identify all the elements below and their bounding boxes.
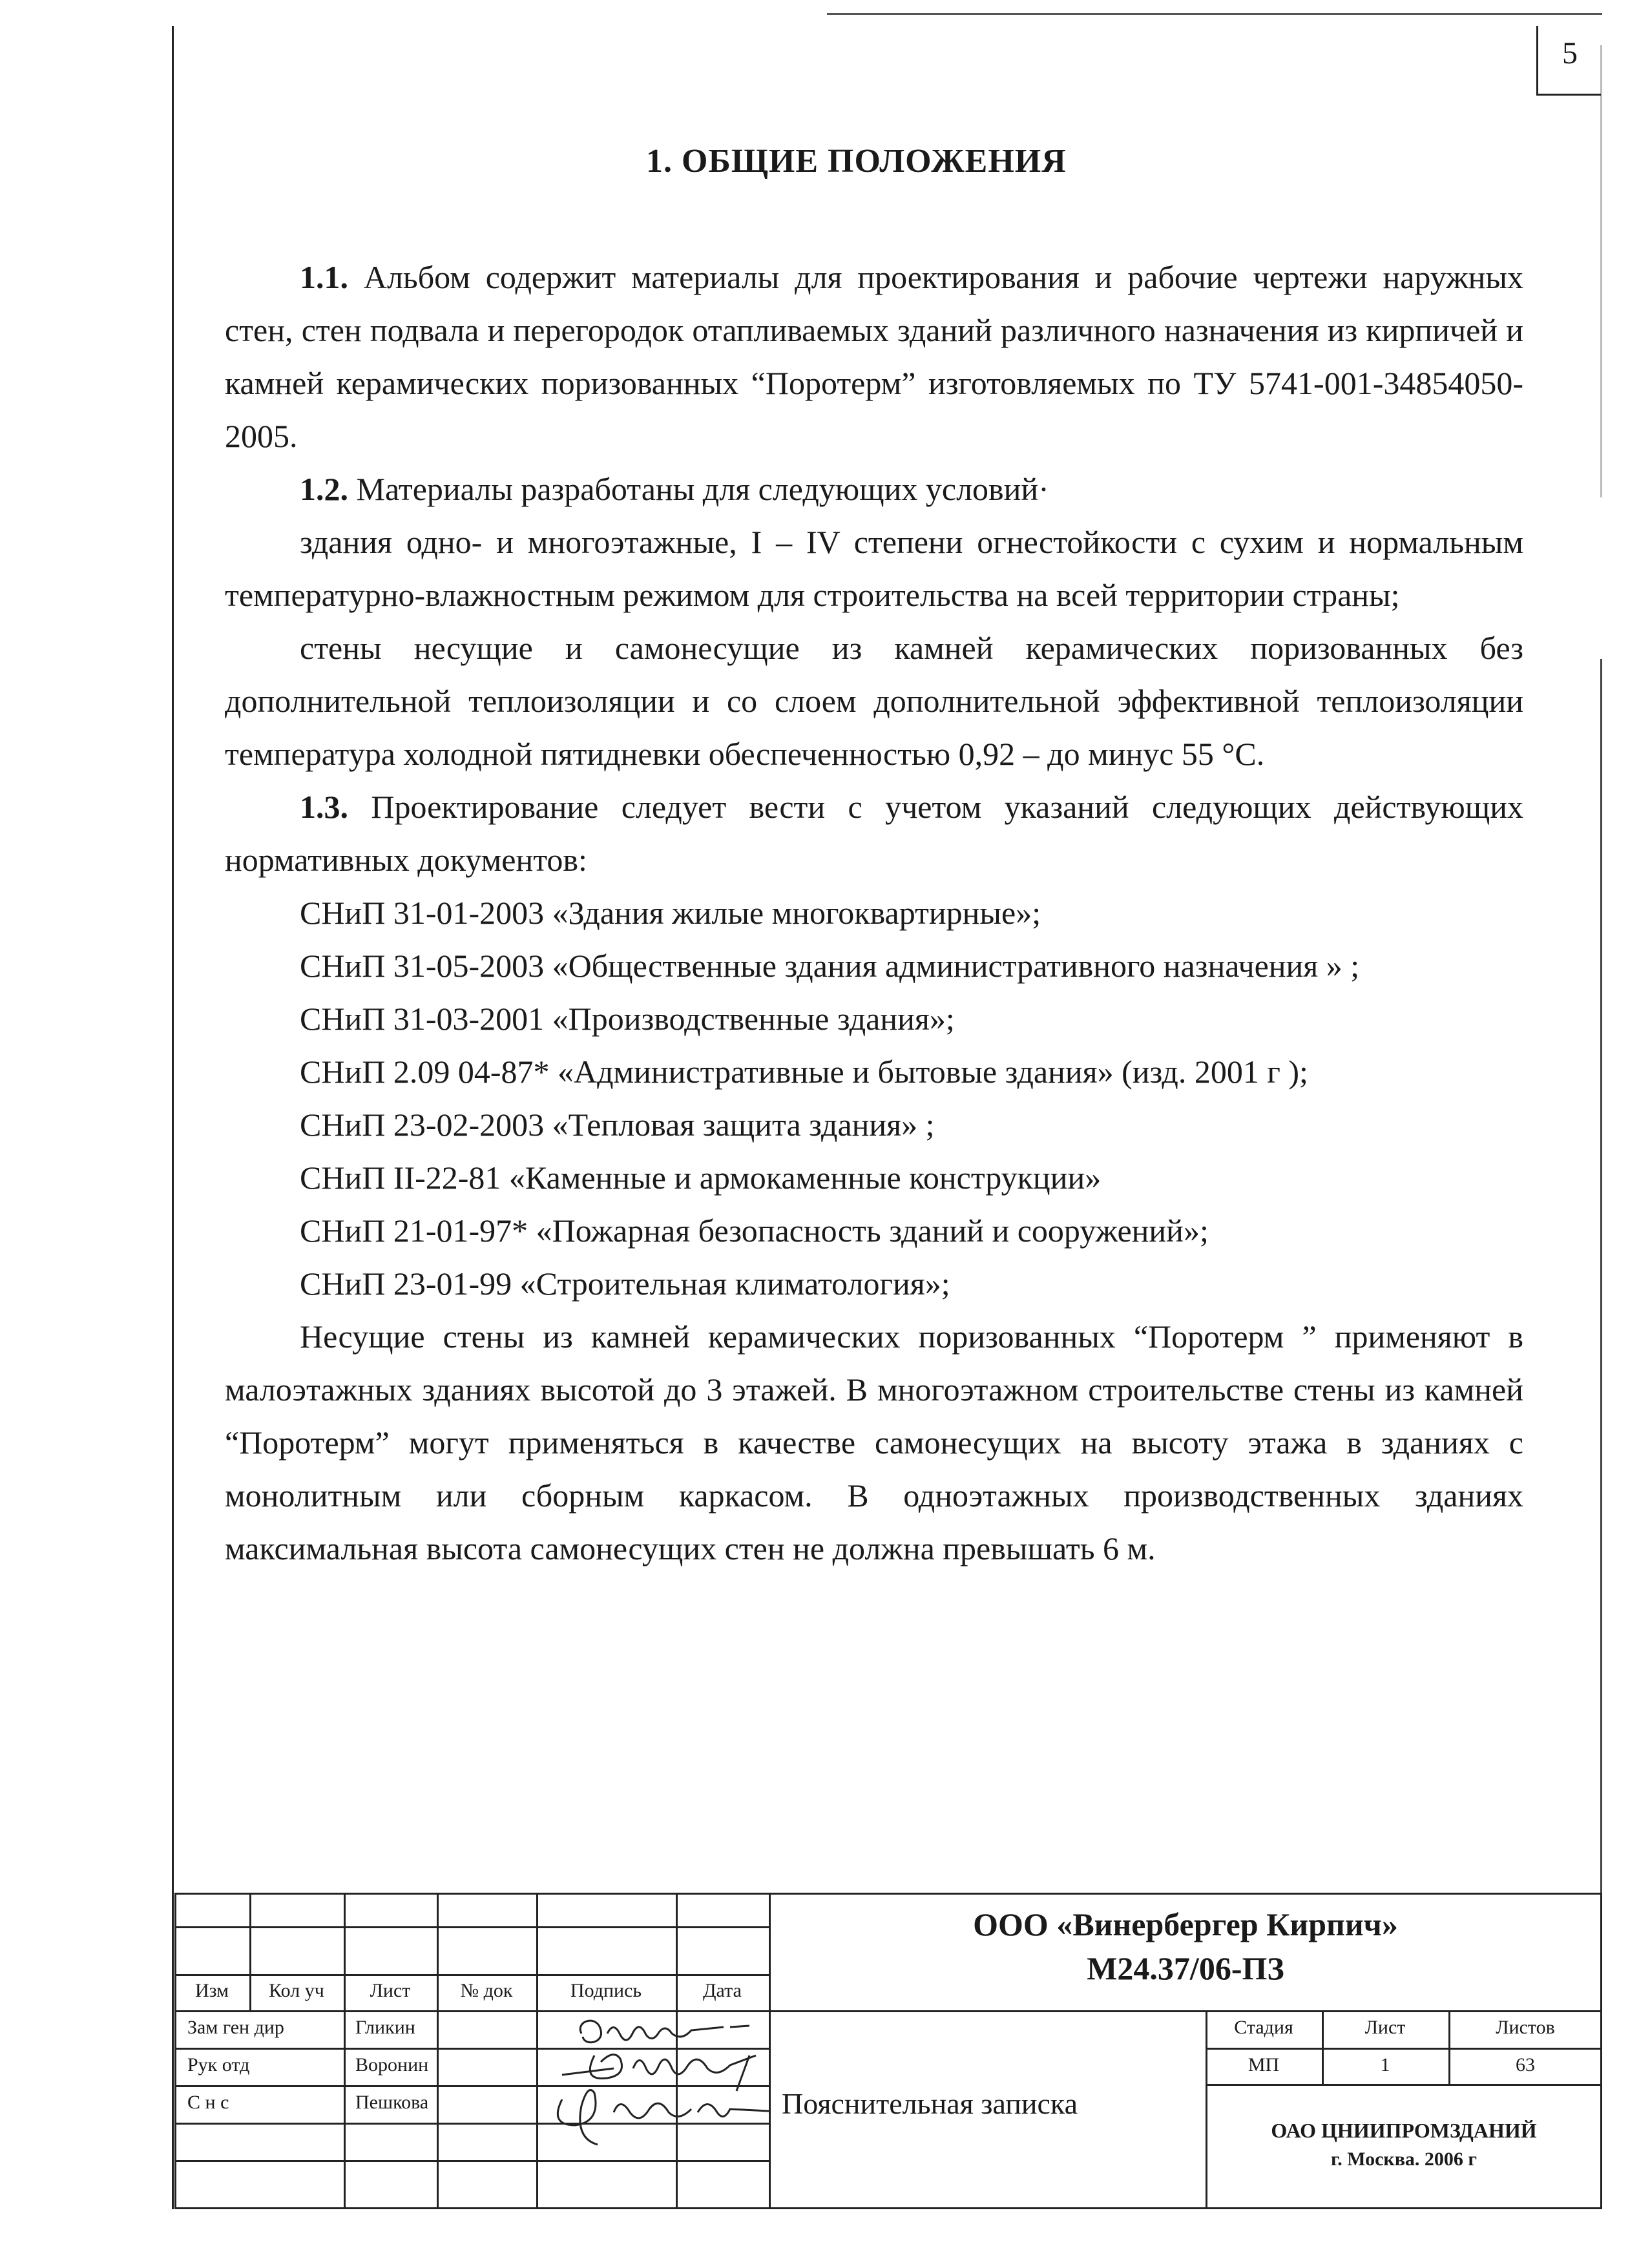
sheets-value: 63 [1516, 2054, 1535, 2076]
paragraph-text: Материалы разработаны для следующих условий· [348, 471, 1049, 507]
sheet-value: 1 [1380, 2054, 1390, 2076]
document-name: Пояснительная записка [782, 2087, 1078, 2120]
header-doc-no: № док [460, 1980, 513, 2001]
signature-peshkova [536, 2080, 782, 2151]
stage-label: Стадия [1234, 2017, 1293, 2038]
header-izm: Изм [194, 1980, 229, 2001]
snip-item: СНиП 31-03-2001 «Производственные здания»; [300, 1001, 955, 1037]
title-block-stamp [174, 1893, 1602, 2209]
institute-name: ОАО ЦНИИПРОМЗДАНИЙ [1271, 2119, 1537, 2142]
header-list: Лист [370, 1980, 411, 2001]
snip-item: СНиП 31-01-2003 «Здания жилые многоквартирные»; [300, 895, 1041, 931]
paragraph-text: Проектирование следует вести с учетом указаний следующих действующих нормативных документов: [225, 789, 1523, 878]
paragraph-conditions-1: здания одно- и многоэтажные, I – IV степени огнестойкости с сухим и нормальным температурно-влажностным режимом для строительства на всей территории страны; [225, 524, 1523, 613]
frame-left-border [172, 26, 174, 2209]
body-text [225, 251, 1523, 1575]
sheets-label: Листов [1496, 2017, 1555, 2038]
person-name: Гликин [355, 2017, 415, 2038]
header-kol-uch: Кол уч [269, 1980, 324, 2001]
clause-number: 1.3. [300, 789, 348, 825]
clause-number: 1.1. [300, 259, 348, 295]
snip-item: СНиП 23-01-99 «Строительная климатология»; [300, 1265, 950, 1302]
role-label: Рук отд [187, 2054, 250, 2076]
paragraph-conditions-2: стены несущие и самонесущие из камней керамических поризованных без дополнительной теплоизоляции и со слоем дополнительной эффективной теплоизоляции температура холодной пятидневки обеспеченностью 0,92 – до минус 55 °С. [225, 630, 1523, 772]
city-year: г. Москва. 2006 г [1330, 2148, 1478, 2170]
paragraph-text: Альбом содержит материалы для проектирования и рабочие чертежи наружных стен, стен подвала и перегородок отапливаемых зданий различного назначения из кирпичей и камней керамических поризованных “Поротерм” изготовляемых по ТУ 5741-001-34854050-2005. [225, 259, 1523, 454]
paragraph-load-bearing-walls: Несущие стены из камней керамических поризованных “Поротерм ” применяют в малоэтажных зданиях высотой до 3 этажей. В многоэтажном строительстве стены из камней “Поротерм” могут применяться в качестве самонесущих на высоту этажа в зданиях с монолитным или сборным каркасом. В одноэтажных производственных зданиях максимальная высота самонесущих стен не должна превышать 6 м. [225, 1318, 1523, 1566]
role-label: С н с [187, 2092, 229, 2113]
snip-item: СНиП 2.09 04-87* «Административные и бытовые здания» (изд. 2001 г ); [300, 1054, 1308, 1090]
person-name: Воронин [355, 2054, 429, 2076]
snip-item: СНиП 21-01-97* «Пожарная безопасность зданий и сооружений»; [300, 1212, 1209, 1249]
paragraph-1-2 [225, 463, 1523, 515]
stage-value: МП [1248, 2054, 1280, 2076]
section-title: 1. ОБЩИЕ ПОЛОЖЕНИЯ [646, 143, 1067, 180]
clause-number: 1.2. [300, 471, 348, 507]
snip-item: СНиП 23-02-2003 «Тепловая защита здания» ; [300, 1107, 935, 1143]
paragraph-1-1 [225, 251, 1523, 463]
page-number: 5 [1562, 36, 1578, 70]
frame-right-border-faint [1600, 45, 1602, 497]
sheet-label: Лист [1364, 2017, 1406, 2038]
person-name: Пешкова [355, 2092, 429, 2113]
header-signature: Подпись [570, 1980, 642, 2001]
role-label: Зам ген дир [187, 2017, 284, 2038]
frame-top-border [827, 13, 1602, 15]
organization-name: ООО «Винербергер Кирпич» [973, 1906, 1398, 1942]
header-date: Дата [703, 1980, 742, 2001]
snip-item: СНиП 31-05-2003 «Общественные здания административного назначения » ; [300, 948, 1360, 984]
document-code: М24.37/06-ПЗ [1087, 1950, 1284, 1986]
snip-item: СНиП II-22-81 «Каменные и армокаменные конструкции» [300, 1160, 1102, 1196]
paragraph-1-3 [225, 780, 1523, 886]
